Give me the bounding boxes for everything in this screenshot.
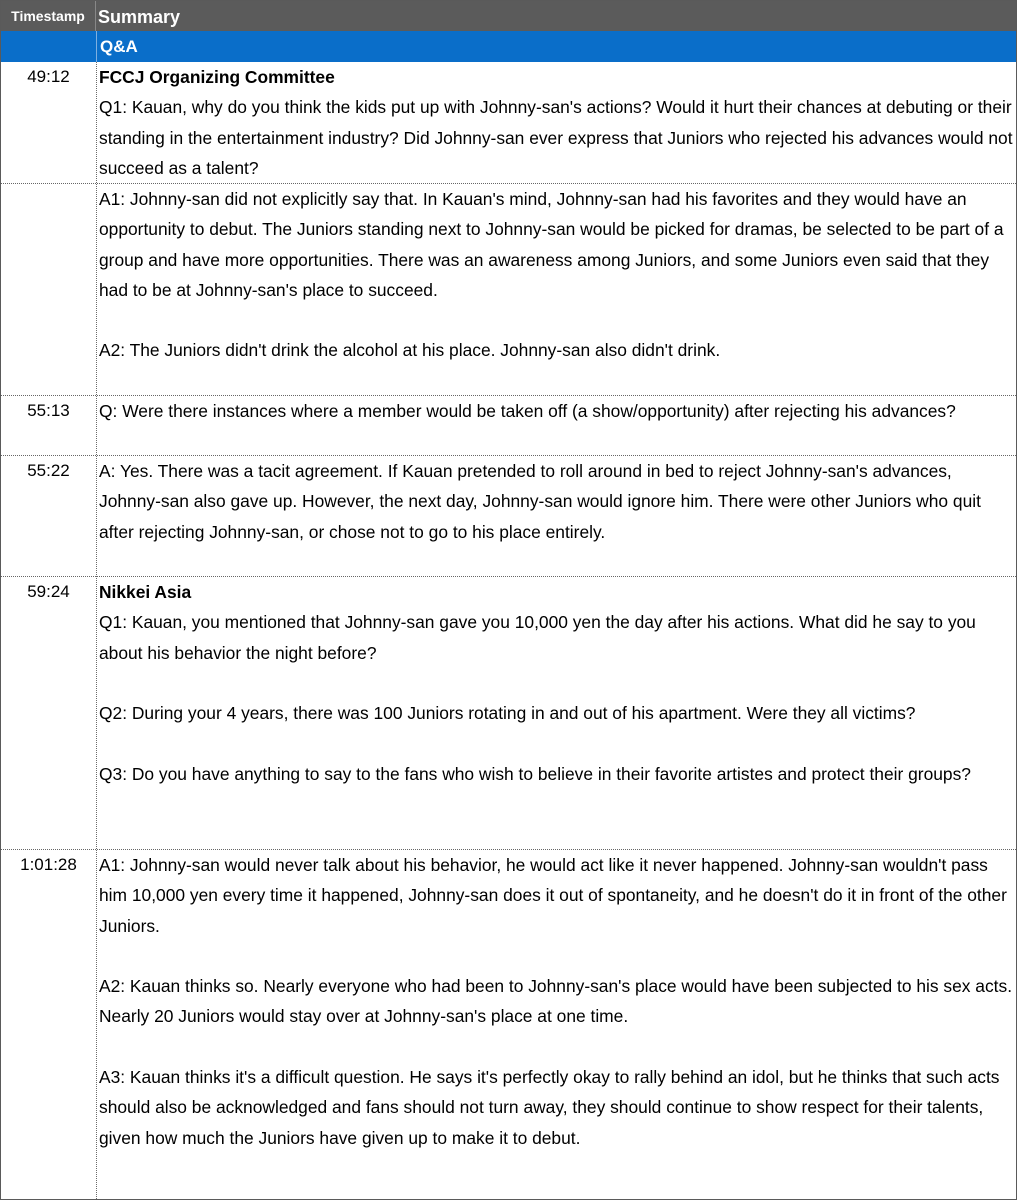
- summary-paragraph: Q: Were there instances where a member would be taken off (a show/opportunity) after rejecting his advances?: [99, 401, 956, 421]
- table-row[interactable]: [1, 849, 1016, 1200]
- summary-paragraph: Q2: During your 4 years, there was 100 Juniors rotating in and out of his apartment. Were they all victims?: [99, 703, 916, 724]
- summary-paragraph: A1: Johnny-san did not explicitly say that. In Kauan's mind, Johnny-san had his favorites and they would have an opportunity to debut. The Juniors standing next to Johnny-san would be picked for dramas, be selected to be part of a group and have more opportunities. There was an awareness among Juniors, and some Juniors even said that they had to be at Johnny-san's place to succeed.: [99, 189, 1004, 300]
- table-row[interactable]: [1, 62, 1016, 183]
- summary-cell: [99, 850, 1013, 1153]
- table-row[interactable]: [1, 455, 1016, 576]
- section-divider: [96, 31, 97, 62]
- timestamp-column-header[interactable]: Timestamp: [1, 1, 96, 31]
- timestamp-cell: 49:12: [27, 67, 70, 86]
- summary-cell: [99, 62, 1013, 183]
- header-row: [1, 1, 1016, 31]
- timestamp-cell: 55:13: [27, 401, 70, 420]
- summary-paragraph: Q1: Kauan, you mentioned that Johnny-san gave you 10,000 yen the day after his actions. What did he say to you about his behavior the night before?: [99, 612, 976, 663]
- summary-paragraph: A2: The Juniors didn't drink the alcohol at his place. Johnny-san also didn't drink.: [99, 340, 721, 361]
- summary-cell: [99, 456, 1013, 547]
- summary-column-header[interactable]: Summary: [98, 7, 181, 27]
- section-row: [1, 31, 1016, 62]
- section-label[interactable]: Q&A: [100, 37, 138, 56]
- timestamp-cell: 1:01:28: [20, 855, 77, 874]
- table-row[interactable]: [1, 576, 1016, 849]
- summary-cell: [99, 577, 1013, 789]
- summary-paragraph: A2: Kauan thinks so. Nearly everyone who had been to Johnny-san's place would have been subjected to his sex acts. Nearly 20 Juniors would stay over at Johnny-san's place at one time.: [99, 976, 1013, 1027]
- table-row[interactable]: [1, 395, 1016, 455]
- summary-paragraph: Q3: Do you have anything to say to the fans who wish to believe in their favorite artistes and protect their groups?: [99, 763, 971, 784]
- organization-name: FCCJ Organizing Committee: [99, 67, 335, 87]
- table-row[interactable]: [1, 183, 1016, 395]
- timestamp-cell: 55:22: [27, 461, 70, 480]
- summary-paragraph: A1: Johnny-san would never talk about his behavior, he would act like it never happened. Johnny-san wouldn't pass him 10,000 yen every time it happened, Johnny-san does it out of spontaneity, and he doesn't do it in front of the other Juniors.: [99, 855, 1007, 936]
- summary-paragraph: Q1: Kauan, why do you think the kids put up with Johnny-san's actions? Would it hurt their chances at debuting or their standing in the entertainment industry? Did Johnny-san ever express that Juniors who rejected his advances would not succeed as a talent?: [99, 97, 1013, 178]
- summary-cell: [99, 184, 1013, 366]
- organization-name: Nikkei Asia: [99, 582, 192, 602]
- summary-cell: [99, 396, 1013, 426]
- timestamp-cell: 59:24: [27, 582, 70, 601]
- summary-paragraph: A: Yes. There was a tacit agreement. If Kauan pretended to roll around in bed to reject Johnny-san's advances, Johnny-san also gave up. However, the next day, Johnny-san would ignore him. There were other Juniors who quit after rejecting Johnny-san, or chose not to go to his place entirely.: [99, 461, 981, 542]
- summary-paragraph: A3: Kauan thinks it's a difficult question. He says it's perfectly okay to rally behind an idol, but he thinks that such acts should also be acknowledged and fans should not turn away, they should continue to show respect for their talents, given how much the Juniors have given up to make it to debut.: [99, 1067, 1000, 1148]
